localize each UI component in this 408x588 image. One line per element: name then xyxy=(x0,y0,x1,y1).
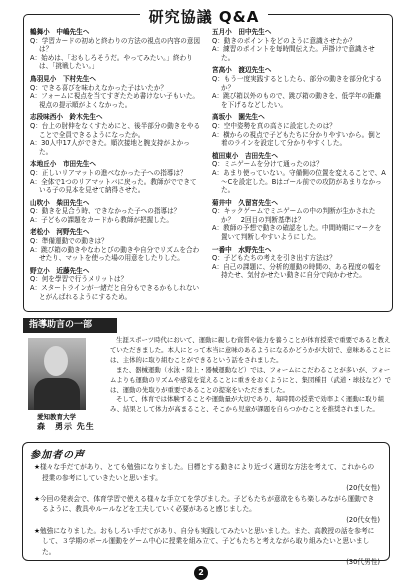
qa-teacher-heading: 一番中 水野先生へ xyxy=(212,245,272,254)
qa-teacher-heading: 鳥羽見小 下村先生へ xyxy=(30,74,96,83)
qa-teacher-heading: 志段味西小 鈴木先生へ xyxy=(30,113,103,122)
qa-answer: A：スタートラインが一緒だと自分もできるかもしれないとがんばれるようにするため。 xyxy=(30,284,200,301)
qa-question: Q：準備運動での動きは？ xyxy=(30,237,108,246)
advisor-body xyxy=(110,336,392,415)
qa-answer: A：自己の課題に、分析的運動の時間の、ある程度の幅を持たせ、気付かせたい動きに自分で向かわせた。 xyxy=(212,262,382,280)
qa-question: Q：空中姿勢を真の高さに設定したのは？ xyxy=(212,121,336,130)
qa-question: Q：台上の肘伸をなくすためにと、後半部分の動きをやることで全員できるようになったか。 xyxy=(30,121,201,139)
voice-signature: (20代女性) xyxy=(346,484,380,493)
voices-list xyxy=(34,462,380,568)
qa-teacher-heading: 本地丘小 市田先生へ xyxy=(30,160,96,169)
voice-text: ★様々な手だてがあり、とても勉強になりました。目標とする動きにより近づく適切な方法を考えて、これからの授業の参考にしていきたいと思います。 xyxy=(34,463,375,482)
page-number: 2 xyxy=(194,566,208,580)
qa-item xyxy=(212,152,386,195)
qa-item xyxy=(30,28,202,71)
voice-text: ★勉強になりました。おもしろい手だてがあり、自分も実践してみたいと思いました。また、高教授の話を参考にして、３学期のボール運動をゲーム中心に授業を組み立て、子どもたちと考えながら取り組みたいと思いました。 xyxy=(34,526,375,556)
qa-teacher-heading: 菊井中 久留宮先生へ xyxy=(212,198,278,207)
advisor-photo-face xyxy=(44,346,68,376)
qa-item xyxy=(30,199,202,225)
advisor-paragraph: そして、体育では体験することや運動量が大切であり、毎時間の授業で効率よく運動に取り組み、結果として体力が高まること、そこから児童が課題を自らつかむことを推奨されました。 xyxy=(110,395,385,414)
qa-item xyxy=(30,160,202,194)
qa-answer: A：全体で1つのリアマットバに戻った。教師がでできている子の見本を見せて納得させた。 xyxy=(30,177,197,195)
qa-question: Q：正しいリアマットの進べなかった子への指導は？ xyxy=(30,168,187,177)
qa-answer: A：子どもの課題をカードから教師が把握した。 xyxy=(30,215,173,224)
advisor-name: 森 勇示 先生 xyxy=(37,422,95,431)
qa-teacher-heading: 野立小 近藤先生へ xyxy=(30,266,90,275)
qa-question: Q：学習カードの初めと終わりの方法の視点の内容の意図は？ xyxy=(30,36,201,54)
qa-answer: A：あまり使っていない。守備側の位置を変えることで、A～Cを設定した。Bはゴール前での攻防があまりなかった。 xyxy=(212,168,386,195)
voice-item xyxy=(34,526,380,568)
qa-left-column xyxy=(30,28,202,305)
qa-teacher-heading: 鶴舞小 中嶋先生へ xyxy=(30,28,90,36)
qa-teacher-heading: 高坂小 園先生へ xyxy=(212,113,265,122)
qa-teacher-heading: 老松小 河野先生へ xyxy=(30,228,90,237)
qa-teacher-heading: 植田東小 吉田先生へ xyxy=(212,151,278,160)
qa-item xyxy=(30,228,202,262)
qa-answer: A：跳び箱以外のもので、跳び箱の動きを、低学年の距離を下げるなどしたい。 xyxy=(212,92,382,109)
voice-signature: (30代男性) xyxy=(346,558,380,567)
qa-right-column xyxy=(212,28,386,284)
voice-item xyxy=(34,462,380,494)
qa-teacher-heading: 五月小 田中先生へ xyxy=(212,28,272,36)
qa-item xyxy=(212,246,386,280)
qa-answer: A：跳び箱の動きやなわとびの動きや自分でリズムを合わせたり、マットを使った場の用意をしたりした。 xyxy=(30,245,200,263)
qa-question: Q：キックゲームでミニゲームの中の判断が生かされたか？ 2回目の判断基準は？ xyxy=(212,207,376,224)
qa-answer: A：練習のポイントを毎時間伝えた。声掛けで意識させた。 xyxy=(212,45,375,62)
qa-question: Q：子どもたちの考えを引き出す方法は？ xyxy=(212,254,336,263)
qa-item xyxy=(30,75,202,109)
qa-item xyxy=(212,199,386,242)
qa-teacher-heading: 宮高小 渡辺先生へ xyxy=(212,66,272,75)
qa-title: 研究協議 Q&A xyxy=(140,6,268,28)
qa-item xyxy=(212,113,386,147)
advisor-paragraph: 生涯スポーツ時代において、運動に親しむ資質や能力を養うことが体育授業で重要であると教えていただきました。本人にとって本当に意味のあるようになるかどうかが大切で、意味あることには、主体的に取り組むことができるという話をされました。 xyxy=(110,336,391,364)
qa-item xyxy=(30,267,202,301)
advisor-section-label: 指導助言の一部 xyxy=(23,318,117,333)
voice-text: ★今回の発表会で、体育学習で使える様々な手立てを学びました。子どもたちが意欲をもち楽しみながら運動できるように、教具やルールなどを工夫していく必要があると感じました。 xyxy=(34,494,375,514)
qa-answer: A：始めは、「おもしろそうだ。やってみたい。」終わりは、「挑戦したい。」 xyxy=(30,53,193,71)
qa-item xyxy=(30,113,202,156)
qa-question: Q：ミニゲームを分けて通ったのは？ xyxy=(212,160,323,169)
voice-item xyxy=(34,494,380,526)
qa-question: Q：動きを見合う時、できなかった子への指導は？ xyxy=(30,207,181,216)
qa-question: Q：もう一度実践するとしたら、部分の動きを部分化するか？ xyxy=(212,74,383,92)
qa-question: Q：動きのポイントをどのように意識させたか？ xyxy=(212,36,356,45)
advisor-paragraph: また、器械運動（水泳・陸上・器械運動など）では、フォームにこだわることが多いが、フォームよりも運動のリズムや感覚を覚えることに重きをおくようにと、集団種目（武道・球技など）では、運動の先取りが重要であることの提案をいただきました。 xyxy=(110,365,392,394)
qa-question: Q：できる喜びを味わえなかった子はいたか？ xyxy=(30,83,168,92)
qa-question: Q：何を學習で行うメリットは？ xyxy=(30,275,128,284)
voice-signature: (20代女性) xyxy=(346,515,380,524)
qa-answer: A：教師の予想で動きの確認をした。中間時期にマークを置いて判断しやすいようにした。 xyxy=(212,224,382,242)
voices-title: 参加者の声 xyxy=(30,450,85,461)
qa-answer: A：30人中17人ができた。順次接地と腕支持がよかった。 xyxy=(30,139,190,156)
advisor-organization: 愛知教育大学 xyxy=(37,413,76,421)
qa-teacher-heading: 山吹小 柴田先生へ xyxy=(30,198,90,207)
qa-item xyxy=(212,28,386,62)
advisor-photo-suit xyxy=(34,378,80,410)
qa-item xyxy=(212,66,386,109)
qa-answer: A：横からの視点で子どもたちに分かりやすいから。倒と着のラインを設定して分かりやすくした。 xyxy=(212,130,382,148)
qa-answer: A：フォームに視点を当てすぎたため書けない子もいた。視点の提示順がよくなかった。 xyxy=(30,92,200,109)
